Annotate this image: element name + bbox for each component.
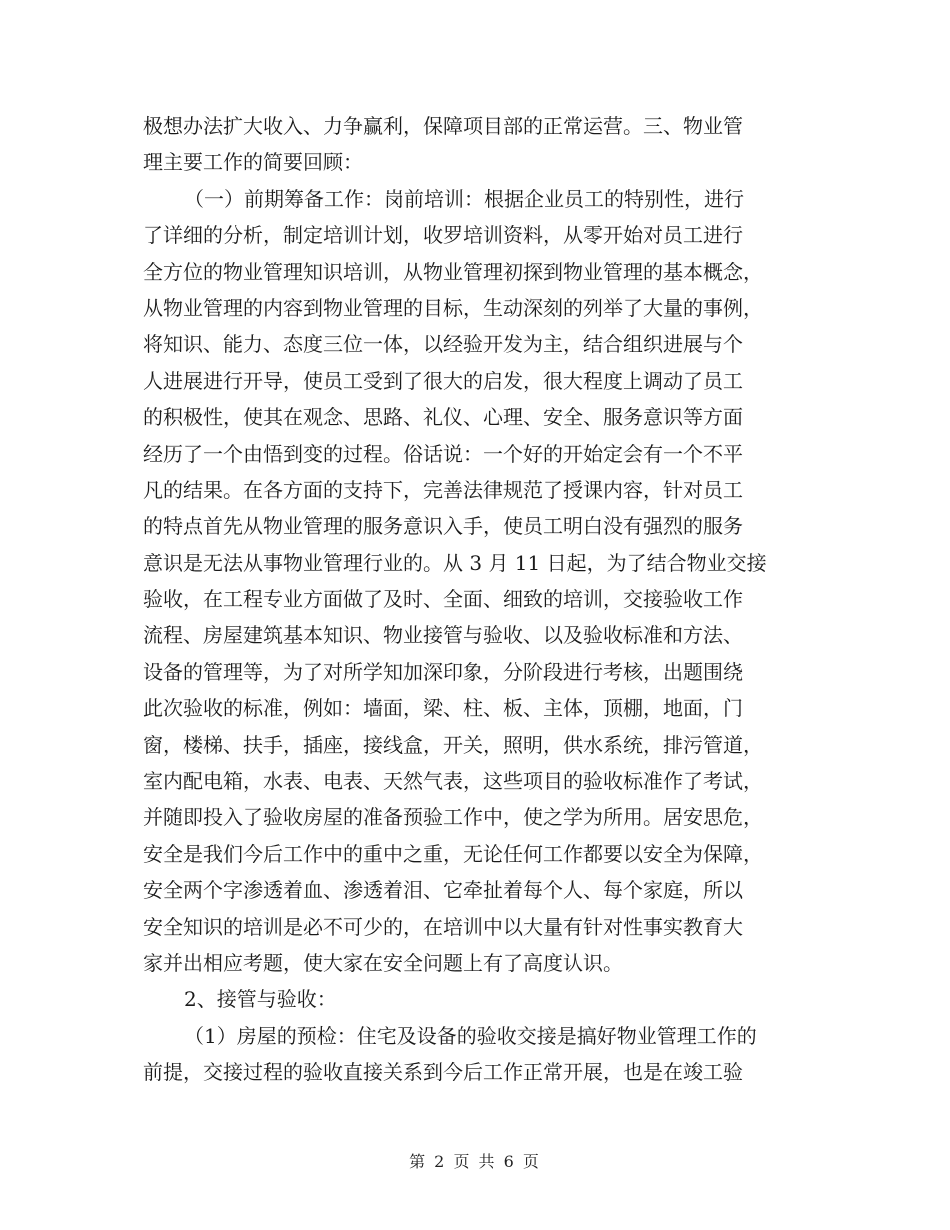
text-line: 将知识、能力、态度三位一体，以经验开发为主，结合组织进展与个 — [143, 332, 743, 357]
text-line: （一）前期筹备工作：岗前培训：根据企业员工的特别性，进行 — [184, 186, 744, 211]
page-footer: 第 2 页 共 6 页 — [409, 1152, 541, 1171]
text-line: 流程、房屋建筑基本知识、物业接管与验收、以及验收标准和方法、 — [143, 623, 743, 648]
text-line: 经历了一个由悟到变的过程。俗话说：一个好的开始定会有一个不平 — [143, 441, 743, 466]
text-line: 验收，在工程专业方面做了及时、全面、细致的培训，交接验收工作 — [143, 587, 743, 612]
text-line: 安全知识的培训是必不可少的，在培训中以大量有针对性事实教育大 — [143, 914, 743, 939]
text-line: 全方位的物业管理知识培训，从物业管理初探到物业管理的基本概念， — [143, 259, 763, 284]
text-line: 极想办法扩大收入、力争赢利，保障项目部的正常运营。三、物业管 — [143, 114, 743, 138]
text-line: 了详细的分析，制定培训计划，收罗培训资料，从零开始对员工进行 — [143, 223, 743, 248]
text-line: 人进展进行开导，使员工受到了很大的启发，很大程度上调动了员工 — [143, 368, 743, 393]
body-text — [143, 108, 811, 1091]
text-line: 设备的管理等，为了对所学知加深印象，分阶段进行考核，出题围绕 — [143, 659, 743, 684]
text-line: 从物业管理的内容到物业管理的目标，生动深刻的列举了大量的事例， — [143, 295, 763, 320]
text-line: （1）房屋的预检：住宅及设备的验收交接是搞好物业管理工作的 — [184, 1023, 757, 1048]
text-line: 家并出相应考题，使大家在安全问题上有了高度认识。 — [143, 950, 623, 975]
text-line: 前提，交接过程的验收直接关系到今后工作正常开展，也是在竣工验 — [143, 1060, 743, 1085]
text-line: 此次验收的标准，例如：墙面，梁、柱、板、主体，顶棚，地面，门 — [143, 696, 743, 721]
text-line: 室内配电箱，水表、电表、天然气表，这些项目的验收标准作了考试， — [143, 769, 763, 794]
text-line: 安全两个字渗透着血、渗透着泪、它牵扯着每个人、每个家庭，所以 — [143, 878, 743, 903]
text-line: 凡的结果。在各方面的支持下，完善法律规范了授课内容，针对员工 — [143, 477, 743, 502]
text-line: 并随即投入了验收房屋的准备预验工作中，使之学为所用。居安思危， — [143, 805, 763, 830]
text-line: 的特点首先从物业管理的服务意识入手，使员工明白没有强烈的服务 — [143, 514, 743, 539]
text-line: 窗，楼梯、扶手，插座，接线盒，开关，照明，供水系统，排污管道， — [143, 732, 763, 757]
text-line: 安全是我们今后工作中的重中之重，无论任何工作都要以安全为保障， — [143, 841, 763, 866]
text-line: 2、接管与验收： — [184, 987, 337, 1012]
text-line: 的积极性，使其在观念、思路、礼仪、心理、安全、服务意识等方面 — [143, 405, 743, 430]
text-line: 理主要工作的简要回顾： — [143, 150, 363, 175]
text-line: 意识是无法从事物业管理行业的。从 3 月 11 日起，为了结合物业交接 — [143, 550, 767, 575]
